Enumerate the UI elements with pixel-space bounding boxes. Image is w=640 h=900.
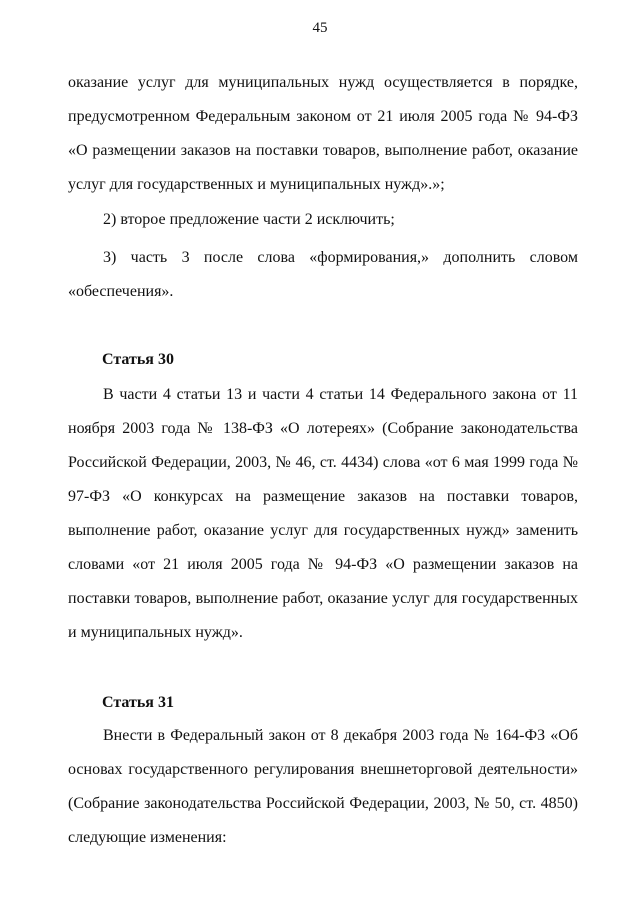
article-30-heading: Статья 30 — [102, 351, 174, 368]
item-2-paragraph: 2) второе предложение части 2 исключить; — [103, 211, 395, 228]
article-31-text: Внести в Федеральный закон от 8 декабря 2003 года № 164-ФЗ «Об основах государственного регулирования внешнеторговой деятельности» (Собрание законодательства Российской Федерации, 2003, № 50, ст. 4850) следующие изменения: — [68, 727, 578, 846]
article-31-heading: Статья 31 — [102, 694, 174, 711]
continuation-paragraph: оказание услуг для муниципальных нужд осуществляется в порядке, предусмотренном Федеральным законом от 21 июля 2005 года № 94-ФЗ «О размещении заказов на поставки товаров, выполнение работ, оказание услуг для государственных и муниципальных нужд».»; — [68, 74, 578, 193]
page-number: 45 — [312, 20, 328, 36]
item-3-paragraph: 3) часть 3 после слова «формирования,» дополнить словом «обеспечения». — [68, 249, 578, 300]
article-30-text: В части 4 статьи 13 и части 4 статьи 14 Федерального закона от 11 ноября 2003 года № 138-ФЗ «О лотереях» (Собрание законодательства Российской Федерации, 2003, № 46, ст. 4434) слова «от 6 мая 1999 года № 97-ФЗ «О конкурсах на размещение заказов на поставки товаров, выполнение работ, оказание услуг для государственных нужд» заменить словами «от 21 июля 2005 года № 94-ФЗ «О размещении заказов на поставки товаров, выполнение работ, оказание услуг для государственных и муниципальных нужд». — [68, 386, 578, 641]
